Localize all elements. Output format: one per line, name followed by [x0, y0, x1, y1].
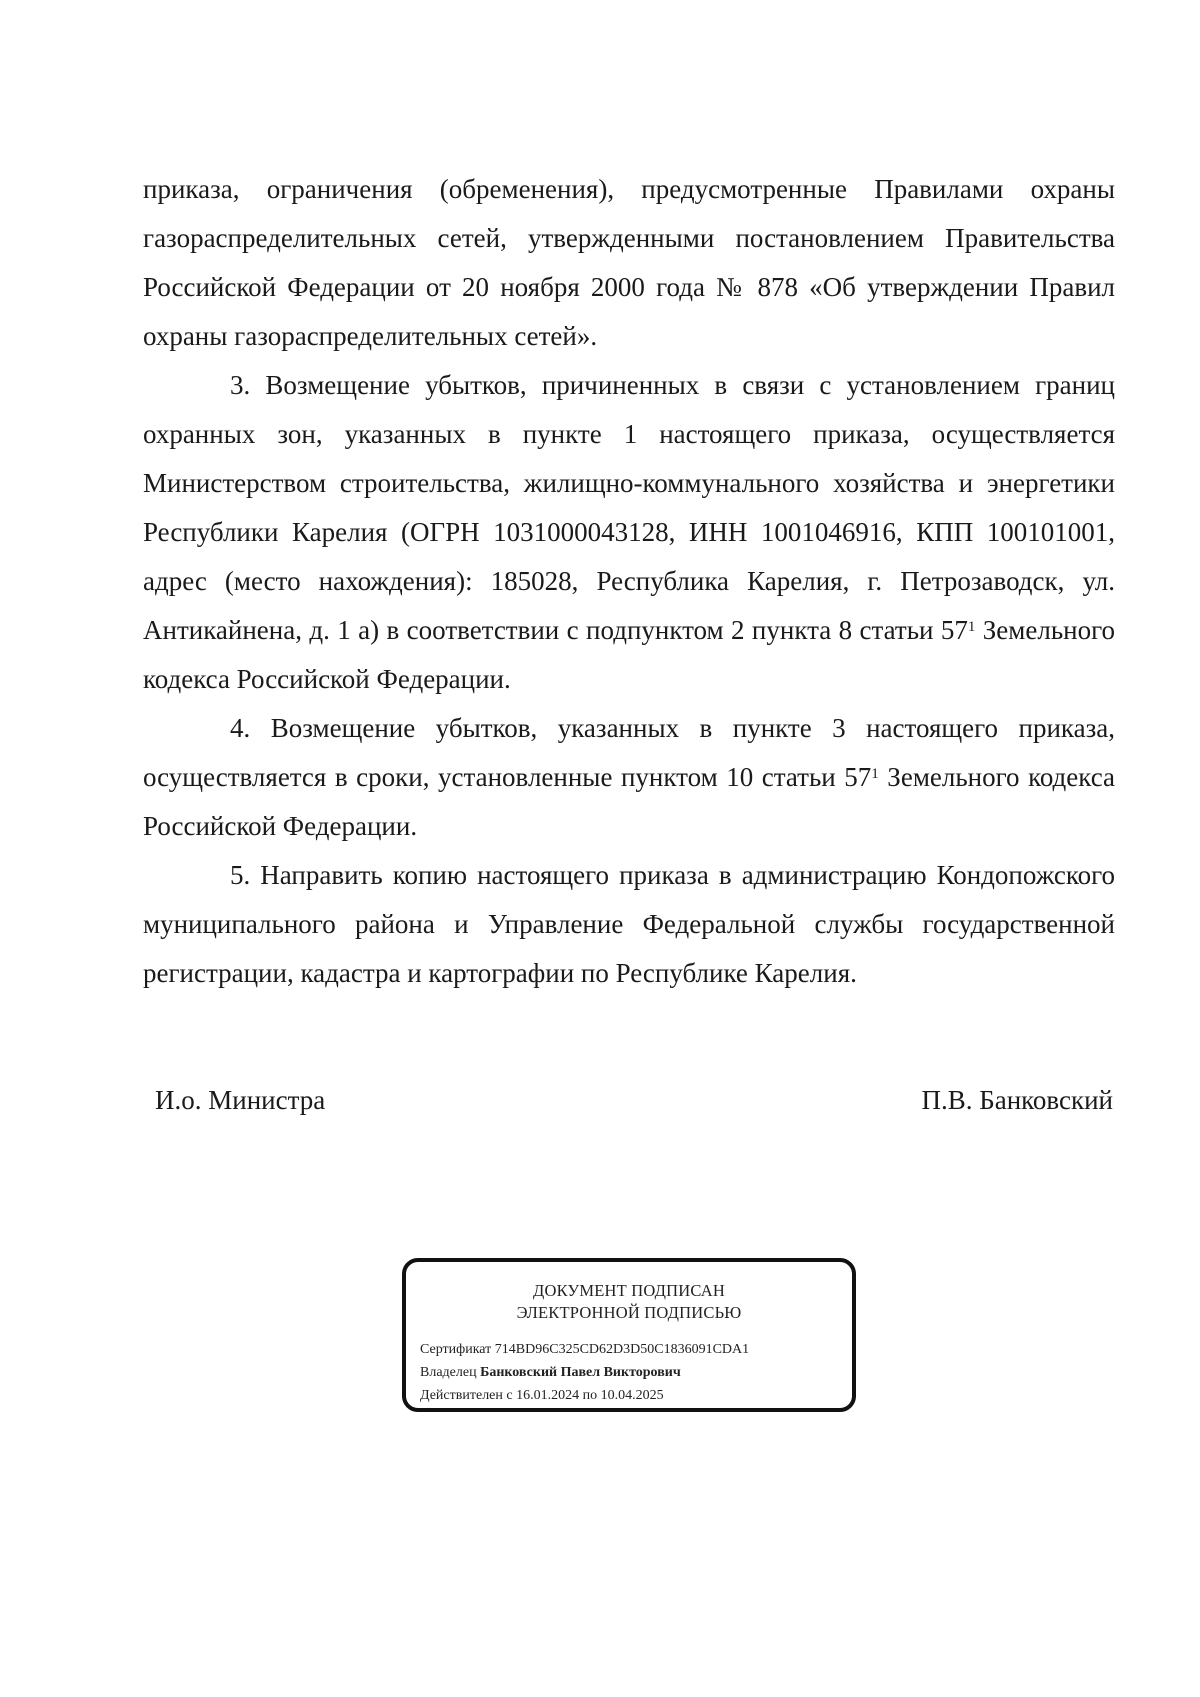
signatory-position: И.о. Министра [155, 1085, 326, 1115]
stamp-certificate-value: 714BD96C325CD62D3D50C1836091CDA1 [494, 1342, 750, 1357]
stamp-valid-from-label: с [506, 1388, 513, 1403]
stamp-validity-row [420, 1384, 749, 1407]
stamp-certificate-label: Сертификат [420, 1342, 492, 1357]
superscript-mark: 1 [967, 619, 976, 635]
stamp-valid-from: 16.01.2024 [516, 1388, 580, 1403]
paragraph-continuation: приказа, ограничения (обременения), предусмотренные Правилами охраны газораспределительных сетей, утвержденными постановлением Правительства Российской Федерации от 20 ноября 2000 года № 878 «Об утверждении Правил охраны газораспределительных сетей». [143, 174, 1115, 351]
electronic-signature-stamp [402, 1258, 856, 1412]
stamp-owner-value: Банковский Павел Викторович [480, 1365, 681, 1380]
stamp-header [406, 1280, 852, 1324]
paragraph-5-distribution: 5. Направить копию настоящего приказа в администрацию Кондопожского муниципального района и Управление Федеральной службы государственной регистрации, кадастра и картографии по Республике Карелия. [143, 860, 1115, 988]
stamp-valid-to: 10.04.2025 [600, 1388, 664, 1403]
stamp-certificate-row [420, 1338, 749, 1361]
superscript-mark: 1 [871, 766, 879, 782]
document-body [143, 165, 1115, 998]
paragraph-3-compensation: 3. Возмещение убытков, причиненных в связи с установлением границ охранных зон, указанных в пункте 1 настоящего приказа, осуществляется Министерством строительства, жилищно-коммунального хозяйства и энергетики Республики Карелия (ОГРН 1031000043128, ИНН 1001046916, КПП 100101001, адрес (место нахождения): 185028, Республика Карелия, г. Петрозаводск, ул. Антикайнена, д. 1 а) в соответствии с подпунктом 2 пункта 8 статьи $57^1$ Земельного кодекса Российской Федерации. [143, 370, 1115, 694]
paragraph-4-terms: 4. Возмещение убытков, указанных в пункте 3 настоящего приказа, осуществляется в сроки, установленные пунктом 10 статьи $57^1$ Земельного кодекса Российской Федерации. [143, 713, 1116, 841]
stamp-title-line-1: ДОКУМЕНТ ПОДПИСАН [533, 1281, 725, 1300]
signatory-name: П.В. Банковский [921, 1085, 1113, 1115]
stamp-title-line-2: ЭЛЕКТРОННОЙ ПОДПИСЬЮ [516, 1303, 742, 1322]
signature-block [155, 1080, 1113, 1120]
stamp-valid-to-label: по [582, 1388, 598, 1403]
stamp-owner-label: Владелец [420, 1365, 477, 1380]
stamp-owner-row [420, 1361, 749, 1384]
stamp-details [420, 1338, 749, 1407]
stamp-valid-label: Действителен [420, 1388, 503, 1403]
